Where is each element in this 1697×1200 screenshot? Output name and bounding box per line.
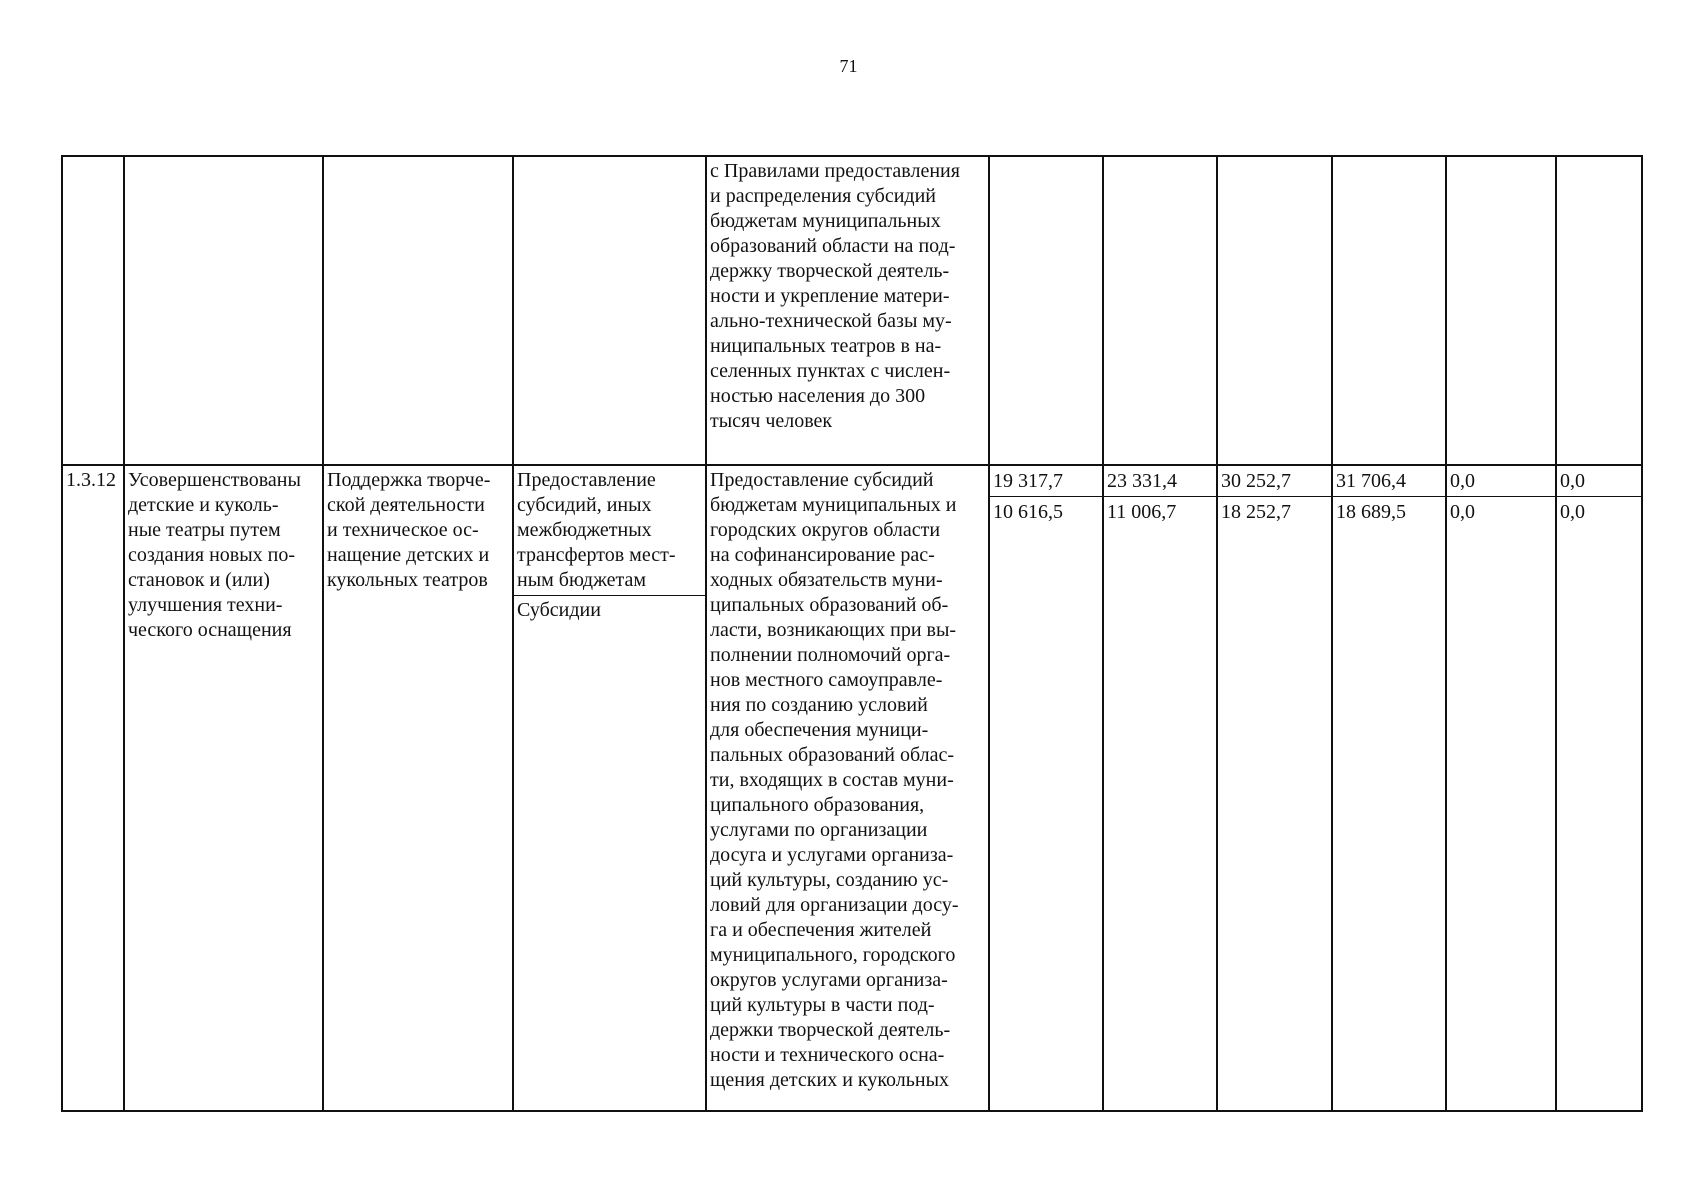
cell-value <box>1103 156 1217 465</box>
value-subsidy: 0,0 <box>1560 501 1585 523</box>
cell-support-type <box>513 156 706 465</box>
value-subsidy: 18 252,7 <box>1221 501 1291 523</box>
page-number: 71 <box>839 56 858 76</box>
cell-description <box>706 156 989 465</box>
cell-value <box>1446 465 1556 1111</box>
description-text: Предоставление субсидий бюджетам муниципальных и городских округов области на софинансирование рас- ходных обязательств муни- ципальных образований об- ласти, возникающих при вы- полнении полномочий орга- нов местного самоуправле- ния по созданию условий для обеспечения муници- пальных образований облас- ти, входящих в состав муни- ципального образования, услугами по организации досуга и услугами организа- ций культуры, созданию ус- ловий для организации досу- га и обеспечения жителей муниципального, городского округов услугами организа- ций культуры в части под- держки творческой деятель- ности и технического осна- щения детских и кукольных <box>710 469 959 1091</box>
value-total: 23 331,4 <box>1104 466 1216 497</box>
support-subtype-text: Субсидии <box>517 599 601 621</box>
cell-value <box>1332 156 1446 465</box>
cell-value <box>989 465 1103 1111</box>
table-row-continuation <box>62 156 1642 465</box>
cell-value <box>989 156 1103 465</box>
value-subsidy: 11 006,7 <box>1107 501 1177 523</box>
cell-event <box>323 156 513 465</box>
program-activities-table <box>61 155 1643 1112</box>
cell-value <box>1446 156 1556 465</box>
value-total: 0,0 <box>1557 466 1641 497</box>
table-row-1-3-12 <box>62 465 1642 1111</box>
cell-value <box>1103 465 1217 1111</box>
value-subsidy: 10 616,5 <box>993 501 1063 523</box>
cell-value <box>1556 156 1642 465</box>
description-text: с Правилами предоставления и распределения субсидий бюджетам муниципальных образований области на под- держку творческой деятель- ности и укрепление матери- ально-технической базы му- ниципальных театров в на- селенных пунктах с числен- ностью населения до 300 тысяч человек <box>710 160 960 432</box>
value-total: 0,0 <box>1447 466 1555 497</box>
cell-number <box>62 465 124 1111</box>
value-subsidy: 18 689,5 <box>1336 501 1406 523</box>
cell-result <box>124 465 323 1111</box>
value-total: 19 317,7 <box>990 466 1102 497</box>
value-total: 31 706,4 <box>1333 466 1445 497</box>
row-number: 1.3.12 <box>66 469 116 491</box>
event-text: Поддержка творче- ской деятельности и техническое ос- нащение детских и кукольных театров <box>327 469 491 591</box>
cell-number <box>62 156 124 465</box>
cell-value <box>1217 465 1332 1111</box>
cell-support-type <box>513 465 706 1111</box>
value-total: 30 252,7 <box>1218 466 1331 497</box>
value-subsidy: 0,0 <box>1450 501 1475 523</box>
cell-result <box>124 156 323 465</box>
support-type-text: Предоставление субсидий, иных межбюджетных трансфертов мест- ным бюджетам <box>514 466 705 596</box>
cell-value <box>1556 465 1642 1111</box>
cell-value <box>1217 156 1332 465</box>
cell-value <box>1332 465 1446 1111</box>
result-text: Усовершенствованы детские и куколь- ные театры путем создания новых по- становок и (или) улучшения техни- ческого оснащения <box>128 469 301 641</box>
cell-event <box>323 465 513 1111</box>
cell-description <box>706 465 989 1111</box>
